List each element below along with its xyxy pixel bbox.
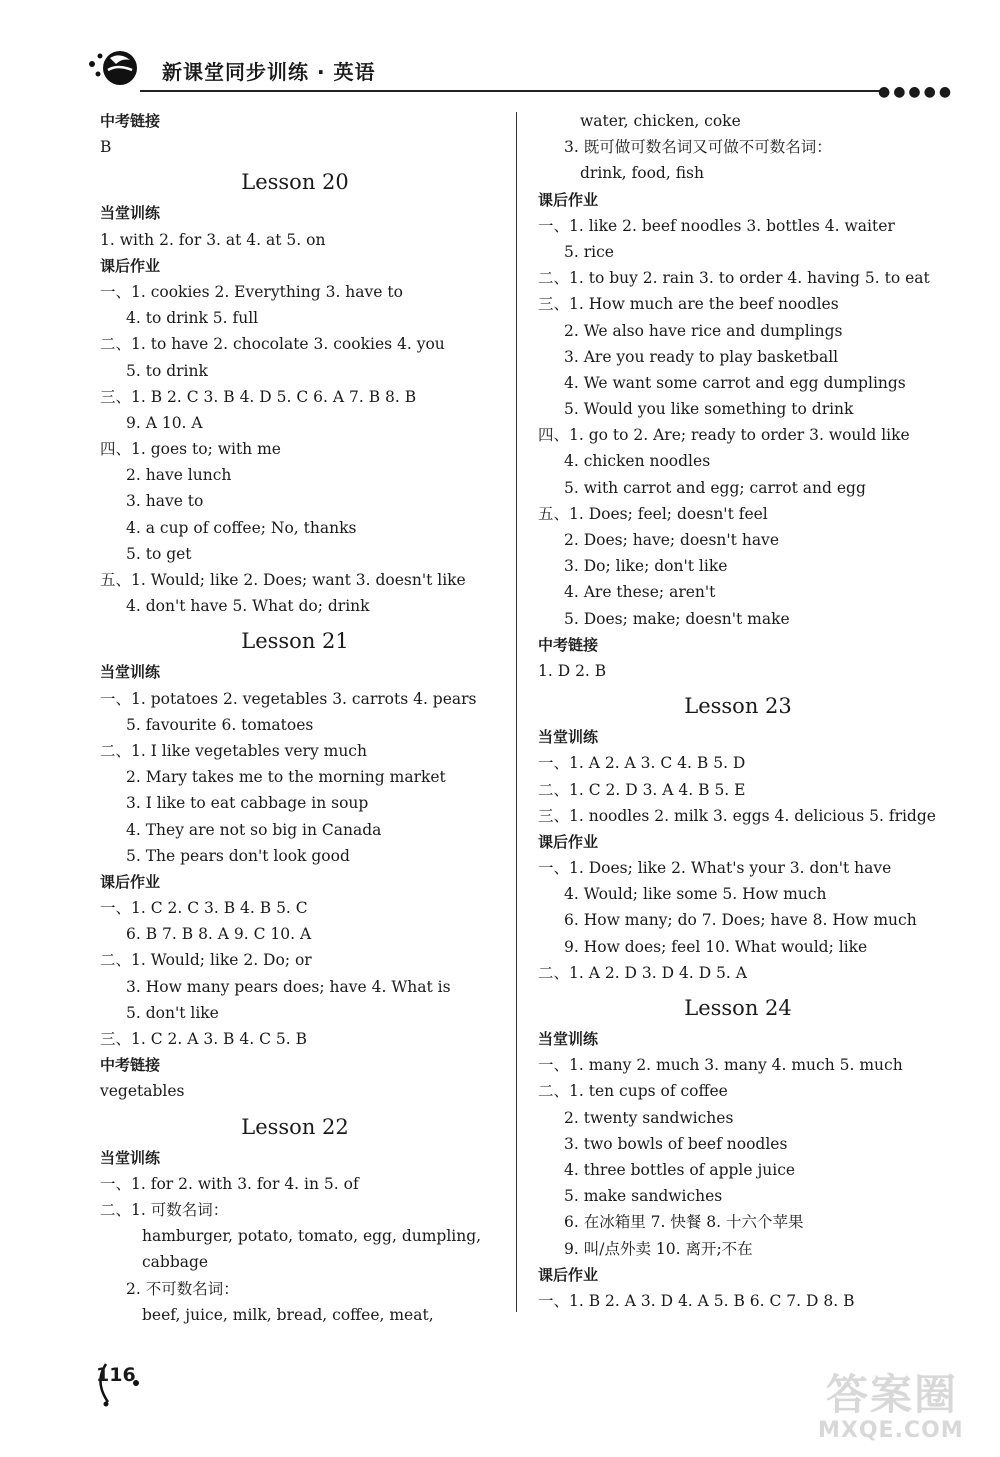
section-heading: 中考链接 [538,635,599,654]
answer-line: B [100,138,112,157]
answer-line: 4. three bottles of apple juice [564,1160,796,1179]
answer-line: 9. 叫/点外卖 10. 离开;不在 [564,1239,753,1258]
answer-line: 4. chicken noodles [564,452,711,471]
answer-line: 一、1. B 2. A 3. D 4. A 5. B 6. C 7. D 8. B [538,1291,855,1310]
answer-line: 5. Would you like something to drink [564,400,854,419]
answer-line: 二、1. A 2. D 3. D 4. D 5. A [538,963,747,982]
answer-line: 5. make sandwiches [564,1187,723,1206]
answer-line: cabbage [142,1253,209,1272]
answer-line: 4. They are not so big in Canada [126,820,382,839]
answer-line: 三、1. C 2. A 3. B 4. C 5. B [100,1030,307,1048]
right-answer-column [538,108,948,1314]
section-heading: 课后作业 [538,832,599,851]
answer-line: 5. Does; make; doesn't make [564,609,790,628]
answer-line: 一、1. like 2. beef noodles 3. bottles 4. waiter [538,216,895,235]
section-heading: 课后作业 [538,190,599,209]
answer-line: 五、1. Does; feel; doesn't feel [538,504,768,523]
watermark-bottom-text: MXQE.COM [818,1418,964,1443]
answer-line: 一、1. C 2. C 3. B 4. B 5. C [100,899,308,918]
lesson-title: Lesson 22 [241,1114,349,1139]
answer-line: 一、1. many 2. much 3. many 4. much 5. much [538,1056,903,1075]
section-heading: 课后作业 [100,872,161,891]
lesson-title: Lesson 21 [241,629,349,654]
answer-line: 3. have to [126,492,204,511]
book-title: 新课堂同步训练 · 英语 [162,60,376,84]
answer-line: 4. We want some carrot and egg dumplings [564,373,906,392]
answer-line: 4. Are these; aren't [564,583,716,602]
answer-line: 3. Do; like; don't like [564,557,728,576]
answer-line: 三、1. How much are the beef noodles [538,295,839,314]
page-header [0,0,1000,100]
answer-line: 二、1. Would; like 2. Do; or [100,951,312,970]
header-rule [140,90,880,92]
answer-line: 二、1. I like vegetables very much [100,741,367,760]
answer-line: vegetables [100,1082,185,1101]
section-heading: 课后作业 [100,256,161,275]
answer-line: 四、1. goes to; with me [100,440,281,459]
answer-line: 3. 既可做可数名词又可做不可数名词： [564,138,832,157]
answer-line: hamburger, potato, tomato, egg, dumpling, [142,1227,482,1246]
answer-line: 一、1. Does; like 2. What's your 3. don't have [538,859,892,878]
answer-line: 二、1. 可数名词： [100,1200,229,1219]
watermark-top-text: 答案圈 [826,1370,959,1419]
answer-line: 5. to get [126,544,192,563]
answer-line: 二、1. ten cups of coffee [538,1082,728,1101]
watermark-logo [818,1362,996,1452]
answer-line: 2. We also have rice and dumplings [564,321,843,340]
answer-line: 五、1. Would; like 2. Does; want 3. doesn't like [100,571,466,589]
section-heading: 当堂训练 [538,728,599,747]
answer-line: 4. Would; like some 5. How much [564,885,827,904]
answer-line: 3. Are you ready to play basketball [564,347,839,366]
answer-line: 一、1. for 2. with 3. for 4. in 5. of [100,1174,359,1193]
answer-line: 2. twenty sandwiches [564,1108,734,1127]
answer-line: 9. How does; feel 10. What would; like [564,937,868,956]
answer-line: 1. with 2. for 3. at 4. at 5. on [100,230,326,249]
answer-line: 3. How many pears does; have 4. What is [126,977,451,996]
answer-line: 5. with carrot and egg; carrot and egg [564,478,866,497]
section-heading: 当堂训练 [100,663,161,682]
answer-line: 二、1. C 2. D 3. A 4. B 5. E [538,780,746,799]
answer-line: 2. have lunch [126,466,232,485]
answer-line: 5. rice [564,242,614,261]
section-heading: 中考链接 [100,1056,161,1075]
answer-line: water, chicken, coke [580,112,741,130]
lesson-title: Lesson 23 [684,694,792,719]
lesson-title: Lesson 24 [684,996,792,1020]
answer-line: 4. don't have 5. What do; drink [126,597,370,616]
answer-line: 二、1. to have 2. chocolate 3. cookies 4. you [100,335,445,354]
answer-line: 四、1. go to 2. Are; ready to order 3. would like [538,426,910,445]
section-heading: 当堂训练 [538,1030,599,1048]
answer-line: drink, food, fish [580,164,704,183]
answer-line: 一、1. A 2. A 3. C 4. B 5. D [538,754,746,773]
section-heading: 当堂训练 [100,1148,161,1167]
answer-line: 5. favourite 6. tomatoes [126,715,314,734]
answer-line: 二、1. to buy 2. rain 3. to order 4. having 5. to eat [538,269,930,288]
answer-line: 4. to drink 5. full [126,309,259,328]
answer-line: 6. How many; do 7. Does; have 8. How much [564,911,917,930]
answer-line: 2. 不可数名词： [126,1279,239,1298]
header-dots-decoration: ●●●●● [878,84,955,100]
answer-line: 4. a cup of coffee; No, thanks [126,518,357,537]
answer-line: 1. D 2. B [538,661,607,680]
section-heading: 中考链接 [100,112,161,130]
answer-line: 6. B 7. B 8. A 9. C 10. A [126,925,312,944]
column-divider [516,112,517,1312]
answer-line: 三、1. noodles 2. milk 3. eggs 4. delicious 5. fridge [538,806,936,825]
answer-line: 3. two bowls of beef noodles [564,1134,788,1153]
answer-line: 2. Mary takes me to the morning market [126,768,446,787]
section-heading: 课后作业 [538,1265,599,1284]
answer-line: 2. Does; have; doesn't have [564,531,779,549]
answer-line: 5. don't like [126,1003,219,1022]
lesson-title: Lesson 20 [241,170,349,195]
answer-line: 5. The pears don't look good [126,846,350,865]
left-answer-column [100,108,500,1328]
book-logo-icon [80,48,142,88]
answer-line: beef, juice, milk, bread, coffee, meat, [142,1305,434,1324]
answer-line: 三、1. B 2. C 3. B 4. D 5. C 6. A 7. B 8. B [100,387,417,406]
answer-line: 3. I like to eat cabbage in soup [126,794,369,813]
page-number: 116 [96,1364,136,1386]
answer-line: 5. to drink [126,361,208,380]
answer-line: 一、1. cookies 2. Everything 3. have to [100,282,403,301]
answer-line: 6. 在冰箱里 7. 快餐 8. 十六个苹果 [564,1213,804,1232]
section-heading: 当堂训练 [100,204,161,223]
answer-line: 一、1. potatoes 2. vegetables 3. carrots 4. pears [100,689,477,708]
answer-line: 9. A 10. A [126,413,203,432]
